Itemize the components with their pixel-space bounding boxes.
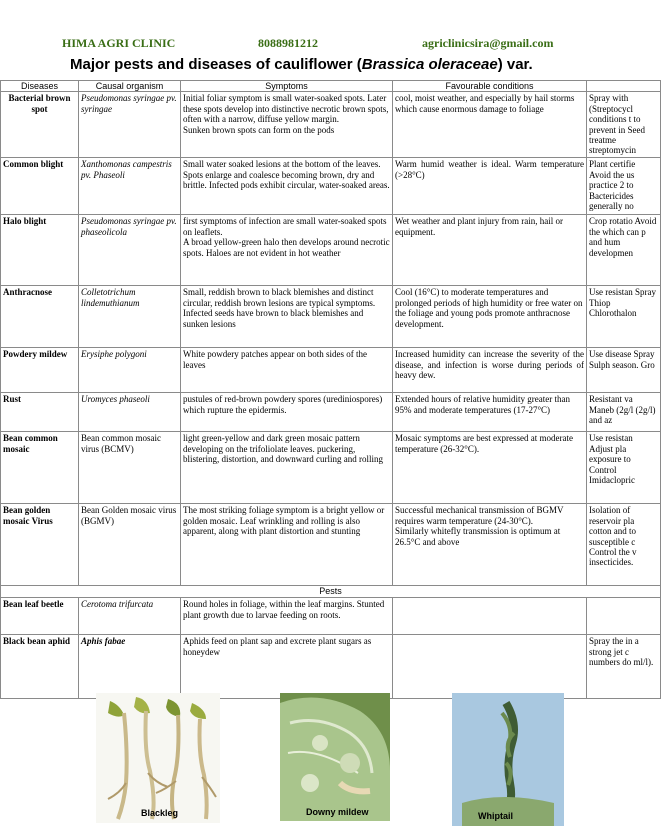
symptoms: Small water soaked lesions at the bottom of the leaves. Spots enlarge and coalesce becoming brown, dry and brittle. Infected pods exhibit circular, water-soaked areas.: [181, 158, 393, 215]
management: Crop rotatio Avoid the which can p and hum developmen: [587, 215, 661, 286]
symptoms: The most striking foliage symptom is a bright yellow or golden mosaic. Leaf wrinkling and rolling is also apparent, along with plant distortion and stunting: [181, 504, 393, 586]
causal-organism: Xanthomonas campestris pv. Phaseoli: [79, 158, 181, 215]
symptoms: Small, reddish brown to black blemishes and distinct circular, reddish brown lesions are typical symptoms. Infected seeds have brown to black blemishes and sunken lesions: [181, 286, 393, 348]
whiptail-image: [452, 693, 564, 826]
page-title: [70, 56, 533, 73]
management: [587, 598, 661, 635]
clinic-name: HIMA AGRI CLINIC: [62, 36, 176, 50]
disease-name: Common blight: [1, 158, 79, 215]
causal-organism: Colletotrichum lindemuthianum: [79, 286, 181, 348]
pests-diseases-table: [0, 80, 661, 699]
symptoms: light green-yellow and dark green mosaic pattern developing on the trifoliolate leaves. puckering, blistering, distortion, and downward curling and rolling: [181, 432, 393, 504]
favourable-conditions: Mosaic symptoms are best expressed at moderate temperature (26-32°C).: [393, 432, 587, 504]
title-prefix: Major pests and diseases of cauliflower (: [70, 56, 362, 73]
symptoms: Initial foliar symptom is small water-soaked spots. Later these spots develop into distinctive necrotic brown spots, often with a narrow, diffuse yellow margin. Sunken brown spots can form on the pods: [181, 92, 393, 158]
col-header-favourable-conditions: Favourable conditions: [393, 81, 587, 92]
downy-mildew-photo: [280, 693, 390, 821]
clinic-phone: 8088981212: [258, 36, 318, 50]
downy-mildew-image: [280, 693, 390, 821]
blackleg-photo: [96, 693, 220, 823]
favourable-conditions: Cool (16°C) to moderate temperatures and prolonged periods of high humidity or free water on the foliage and young pods promote anthracnose development.: [393, 286, 587, 348]
table-row: [1, 598, 661, 635]
management: Use resistan Spray Thiop Chlorothalon: [587, 286, 661, 348]
pests-section-label: Pests: [1, 586, 661, 598]
causal-organism: Cerotoma trifurcata: [79, 598, 181, 635]
table-row: [1, 348, 661, 393]
causal-organism: Pseudomonas syringae pv. phaseolicola: [79, 215, 181, 286]
disease-name: Bacterial brown spot: [1, 92, 79, 158]
management: Use resistan Adjust pla exposure to Control Imidaclopric: [587, 432, 661, 504]
col-header-diseases: Diseases: [1, 81, 79, 92]
management: Spray with (Streptocycl conditions t to prevent in Seed treatme streptomycin: [587, 92, 661, 158]
disease-name: Halo blight: [1, 215, 79, 286]
table-row: [1, 286, 661, 348]
col-header-symptoms: Symptoms: [181, 81, 393, 92]
management: Isolation of reservoir pla cotton and to susceptible c Control the v insecticides.: [587, 504, 661, 586]
symptoms: Round holes in foliage, within the leaf margins. Stunted plant growth due to larvae feeding on roots.: [181, 598, 393, 635]
causal-organism: Bean common mosaic virus (BCMV): [79, 432, 181, 504]
causal-organism: Uromyces phaseoli: [79, 393, 181, 432]
management: Use disease Spray Sulph season. Gro: [587, 348, 661, 393]
favourable-conditions: [393, 598, 587, 635]
disease-name: Bean common mosaic: [1, 432, 79, 504]
disease-name: Rust: [1, 393, 79, 432]
causal-organism: Erysiphe polygoni: [79, 348, 181, 393]
table-row: [1, 635, 661, 699]
disease-name: Bean golden mosaic Virus: [1, 504, 79, 586]
table-row: [1, 432, 661, 504]
favourable-conditions: Wet weather and plant injury from rain, hail or equipment.: [393, 215, 587, 286]
favourable-conditions: Extended hours of relative humidity greater than 95% and moderate temperatures (17-27°C): [393, 393, 587, 432]
management: Spray the in a strong jet c numbers do ml/l).: [587, 635, 661, 699]
blackleg-image: [96, 693, 220, 823]
table-row: [1, 393, 661, 432]
symptoms: pustules of red-brown powdery spores (urediniospores) which rupture the epidermis.: [181, 393, 393, 432]
col-header-management: [587, 81, 661, 92]
favourable-conditions: cool, moist weather, and especially by hail storms which cause enormous damage to foliage: [393, 92, 587, 158]
causal-organism: Pseudomonas syringae pv. syringae: [79, 92, 181, 158]
favourable-conditions: Warm humid weather is ideal. Warm temperature (>28°C): [393, 158, 587, 215]
table-row: [1, 215, 661, 286]
photo-caption-whiptail: Whiptail: [478, 811, 513, 821]
favourable-conditions: Increased humidity can increase the severity of the disease, and infection is worse during periods of heavy dew.: [393, 348, 587, 393]
symptoms: White powdery patches appear on both sides of the leaves: [181, 348, 393, 393]
favourable-conditions: [393, 635, 587, 699]
pests-section-row: [1, 586, 661, 598]
favourable-conditions: Successful mechanical transmission of BGMV requires warm temperature (24-30°C). Similarly whitefly transmission is optimum at 26.5°C and above: [393, 504, 587, 586]
management: Resistant va Maneb (2g/l (2g/l) and az: [587, 393, 661, 432]
symptoms: first symptoms of infection are small water-soaked spots on leaflets. A broad yellow-green halo then develops around necrotic spots. Haloes are not evident in hot weather: [181, 215, 393, 286]
pest-name: Bean leaf beetle: [1, 598, 79, 635]
table-row: [1, 92, 661, 158]
page-header: [0, 0, 638, 88]
photo-caption-downy-mildew: Downy mildew: [306, 807, 369, 817]
table-row: [1, 504, 661, 586]
pest-name: Black bean aphid: [1, 635, 79, 699]
title-suffix: ) var.: [497, 56, 533, 73]
table-row: [1, 158, 661, 215]
title-scientific-name: Brassica oleraceae: [361, 56, 498, 73]
photo-caption-blackleg: Blackleg: [141, 808, 179, 818]
col-header-causal-organism: Causal organism: [79, 81, 181, 92]
clinic-email: agriclinicsira@gmail.com: [422, 36, 554, 50]
whiptail-photo: [452, 693, 564, 826]
disease-name: Powdery mildew: [1, 348, 79, 393]
symptoms: Aphids feed on plant sap and excrete plant sugars as honeydew: [181, 635, 393, 699]
table-header-row: [1, 81, 661, 92]
management: Plant certifie Avoid the us practice 2 to Bactericides generally no: [587, 158, 661, 215]
disease-name: Anthracnose: [1, 286, 79, 348]
causal-organism: Aphis fabae: [79, 635, 181, 699]
causal-organism: Bean Golden mosaic virus (BGMV): [79, 504, 181, 586]
